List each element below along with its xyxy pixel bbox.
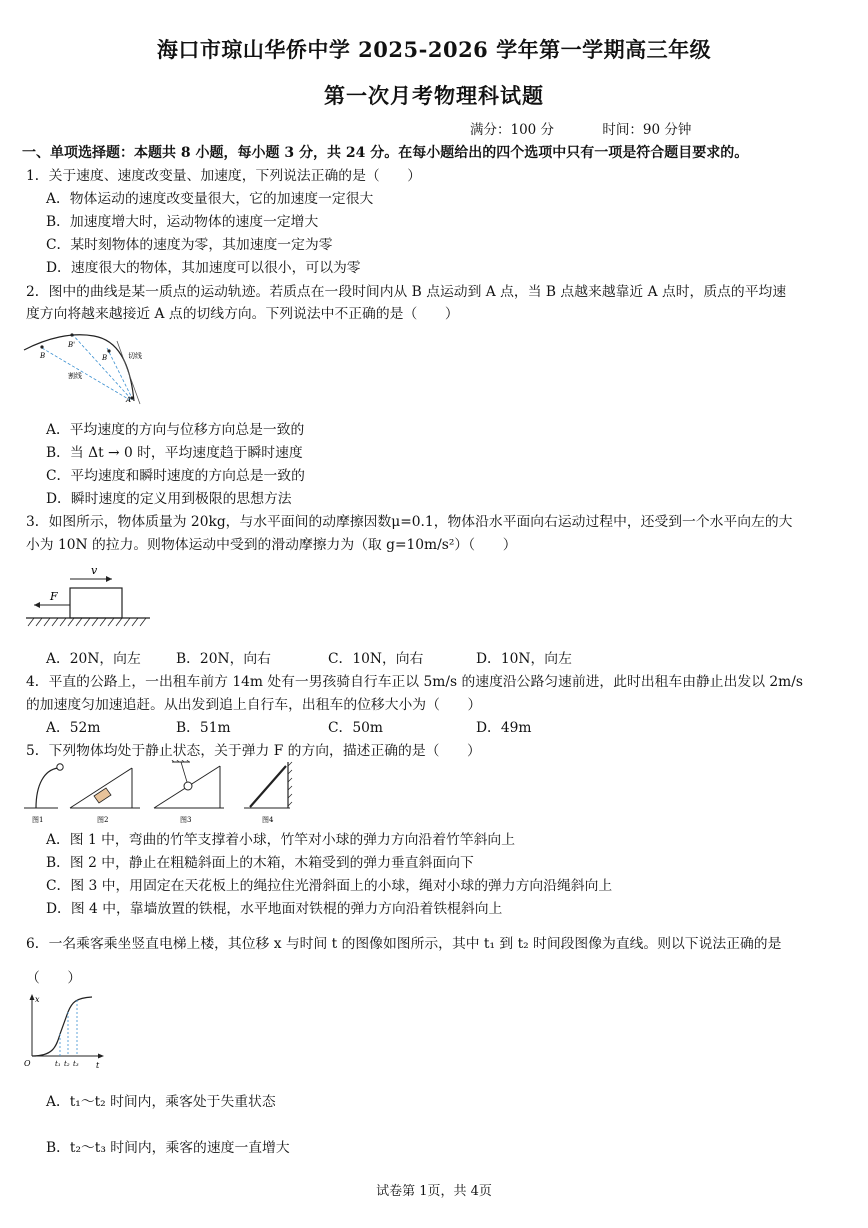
label-f: F xyxy=(50,590,58,603)
label-tangent: 切线 xyxy=(128,352,142,360)
q3-option-b: B．20N，向右 xyxy=(176,651,271,667)
block xyxy=(70,588,122,618)
q6-option-b: B．t₂～t₃ 时间内，乘客的速度一直增大 xyxy=(46,1140,290,1156)
label-chord: 割线 xyxy=(68,372,82,380)
velocity-arrowhead xyxy=(106,576,112,582)
q3-option-a: A．20N，向左 xyxy=(46,651,141,667)
figure-1-label: 图1 xyxy=(32,816,44,824)
page-footer: 试卷第 1页，共 4页 xyxy=(376,1184,492,1199)
label-t3: t₃ xyxy=(73,1060,79,1068)
trajectory-curve xyxy=(24,335,134,401)
label-t2: t₂ xyxy=(64,1060,70,1068)
q4-option-d: D．49m xyxy=(476,720,532,736)
q5-stem: 5．下列物体均处于静止状态，关于弹力 F 的方向，描述正确的是（ ） xyxy=(26,743,481,759)
q2-option-d: D．瞬时速度的定义用到极限的思想方法 xyxy=(46,491,292,507)
q4-option-b: B．51m xyxy=(176,720,231,736)
q3-stem-line2: 小为 10N 的拉力。则物体运动中受到的滑动摩擦力为（取 g=10m/s²）（ ） xyxy=(26,537,517,553)
force-arrowhead xyxy=(34,602,40,608)
q4-stem-line1: 4．平直的公路上，一出租车前方 14m 处有一男孩骑自行车正以 5m/s 的速度沿公路匀速前进，此时出租车由静止出发以 2m/s xyxy=(26,674,803,690)
q5-option-d: D．图 4 中，靠墙放置的铁棍，水平地面对铁棍的弹力方向沿着铁棍斜向上 xyxy=(46,901,503,917)
label-b2: B' xyxy=(68,341,76,349)
q5-figure-3 xyxy=(154,760,224,824)
exam-title: 海口市琼山华侨中学 2025-2026 学年第一学期高三年级 xyxy=(156,37,712,62)
q2-stem-line1: 2．图中的曲线是某一质点的运动轨迹。若质点在一段时间内从 B 点运动到 A 点，当 B 点越来越靠近 A 点时，质点的平均速 xyxy=(26,284,787,300)
xt-curve xyxy=(32,997,92,1056)
q2-trajectory-figure xyxy=(22,326,162,406)
q1-option-a: A．物体运动的速度改变量很大，它的加速度一定很大 xyxy=(46,191,374,207)
exam-meta xyxy=(470,118,735,138)
q6-stem: 6．一名乘客乘坐竖直电梯上楼，其位移 x 与时间 t 的图像如图所示，其中 t₁ 到 t₂ 时间段图像为直线。则以下说法正确的是 xyxy=(26,936,782,952)
time-text: 时间：90 分钟 xyxy=(602,122,692,138)
q1-stem: 1．关于速度、速度改变量、加速度，下列说法正确的是（ ） xyxy=(26,168,422,184)
chord-line-2 xyxy=(72,334,132,400)
q1-option-b: B．加速度增大时，运动物体的速度一定增大 xyxy=(46,214,319,230)
label-b3: B xyxy=(102,354,108,362)
figure-4-label: 图4 xyxy=(262,816,274,824)
q1-option-d: D．速度很大的物体，其加速度可以很小，可以为零 xyxy=(46,260,361,276)
q5-option-b: B．图 2 中，静止在粗糙斜面上的木箱，木箱受到的弹力垂直斜面向下 xyxy=(46,855,474,871)
q6-xt-graph xyxy=(22,990,112,1072)
q6-option-a: A．t₁～t₂ 时间内，乘客处于失重状态 xyxy=(46,1094,276,1110)
label-b1: B xyxy=(40,352,46,360)
score-text: 满分：100 分 xyxy=(470,122,555,138)
q5-figures xyxy=(22,760,307,826)
q5-figure-2 xyxy=(70,768,140,824)
q3-option-d: D．10N，向左 xyxy=(476,651,572,667)
q5-figure-4 xyxy=(244,762,292,824)
q4-option-c: C．50m xyxy=(328,720,383,736)
q3-option-c: C．10N，向右 xyxy=(328,651,424,667)
q5-option-a: A．图 1 中，弯曲的竹竿支撑着小球，竹竿对小球的弹力方向沿着竹竿斜向上 xyxy=(46,832,516,848)
label-origin: O xyxy=(24,1059,31,1068)
q4-option-a: A．52m xyxy=(46,720,101,736)
q5-option-c: C．图 3 中，用固定在天花板上的绳拉住光滑斜面上的小球，绳对小球的弹力方向沿绳斜向上 xyxy=(46,878,613,894)
figure-2-label: 图2 xyxy=(97,816,109,824)
q1-option-c: C．某时刻物体的速度为零，其加速度一定为零 xyxy=(46,237,333,253)
label-x: x xyxy=(35,995,40,1004)
point-b2 xyxy=(70,333,73,336)
q3-block-figure xyxy=(22,560,162,632)
q4-stem-line2: 的加速度匀加速追赶。从出发到追上自行车，出租车的位移大小为（ ） xyxy=(26,697,482,713)
ground-hatching xyxy=(28,618,146,626)
point-b1 xyxy=(40,345,43,348)
section-heading: 一、单项选择题：本题共 8 小题，每小题 3 分，共 24 分。在每小题给出的四个选项中只有一项是符合题目要求的。 xyxy=(22,145,749,161)
chord-line-1 xyxy=(42,348,130,400)
label-v: v xyxy=(91,564,98,577)
q5-figure-1 xyxy=(24,764,63,824)
q6-paren: （ ） xyxy=(26,970,82,986)
q2-option-b: B．当 Δt → 0 时，平均速度趋于瞬时速度 xyxy=(46,445,303,461)
label-t: t xyxy=(96,1061,100,1070)
q2-option-a: A．平均速度的方向与位移方向总是一致的 xyxy=(46,422,305,438)
label-a: A xyxy=(126,396,132,404)
q2-option-c: C．平均速度和瞬时速度的方向总是一致的 xyxy=(46,468,305,484)
q3-stem-line1: 3．如图所示，物体质量为 20kg，与水平面间的动摩擦因数μ=0.1，物体沿水平面向右运动过程中，还受到一个水平向左的大 xyxy=(26,514,793,530)
point-b3 xyxy=(107,349,110,352)
figure-3-label: 图3 xyxy=(180,816,192,824)
label-t1: t₁ xyxy=(55,1060,61,1068)
q2-stem-line2: 度方向将越来越接近 A 点的切线方向。下列说法中不正确的是（ ） xyxy=(26,306,459,322)
exam-subtitle: 第一次月考物理科试题 xyxy=(324,83,544,108)
